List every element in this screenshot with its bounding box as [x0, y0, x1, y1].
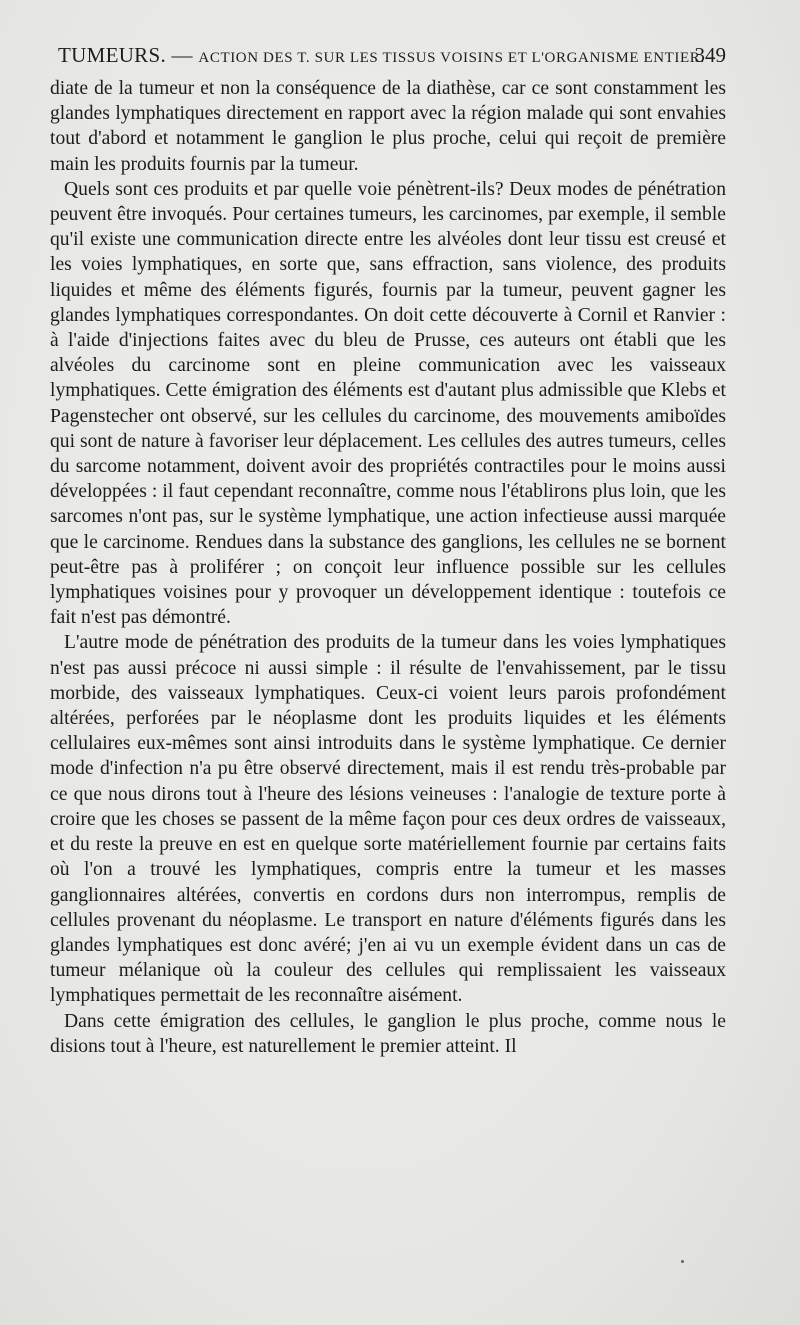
running-head-subtitle: ACTION DES T. SUR LES TISSUS VOISINS ET L'ORGANISME ENTIER.	[198, 50, 705, 66]
paragraph-continued: diate de la tumeur et non la conséquence de la diathèse, car ce sont constamment les glandes lymphatiques directement en rapport avec la région malade qui sont envahies tout d'abord et notamment le ganglion le plus proche, celui qui reçoit de première main les produits fournis par la tumeur.	[50, 78, 726, 175]
running-head-dash: —	[166, 43, 199, 67]
body-text	[50, 76, 726, 1059]
running-head-title: TUMEURS.	[58, 43, 166, 67]
paper-speck	[681, 1260, 684, 1263]
page-header	[58, 40, 726, 70]
page-number: 349	[694, 43, 726, 67]
running-head	[58, 40, 705, 73]
paragraph: L'autre mode de pénétration des produits de la tumeur dans les voies lymphatiques n'est pas aussi précoce ni aussi simple : il résulte de l'envahissement, par le tissu morbide, des vaisseaux lymphatiques. Ceux-ci voient leurs parois profondément altérées, perforées par le néoplasme dont les produits liquides et les éléments cellulaires eux-mêmes sont ainsi introduits dans le système lymphatique. Ce dernier mode d'infection n'a pu être observé directement, mais il est rendu très-probable par ce que nous dirons tout à l'heure des lésions veineuses : l'analogie de texture porte à croire que les choses se passent de la même façon pour ces deux ordres de vaisseaux, et du reste la preuve en est en quelque sorte matériellement fournie par certains faits où l'on a trouvé les lymphatiques, compris entre la tumeur et les masses ganglionnaires altérées, convertis en cordons durs non interrompus, remplis de cellules provenant du néoplasme. Le transport en nature d'éléments figurés dans les glandes lymphatiques est donc avéré; j'en ai vu un exemple évident dans un cas de tumeur mélanique où la couleur des cellules qui remplissaient les vaisseaux lymphatiques permettait de les reconnaître aisément.	[50, 632, 726, 1007]
paragraph: Dans cette émigration des cellules, le ganglion le plus proche, comme nous le disions tout à l'heure, est naturellement le premier atteint. Il	[50, 1010, 726, 1057]
paragraph: Quels sont ces produits et par quelle voie pénètrent-ils? Deux modes de pénétration peuvent être invoqués. Pour certaines tumeurs, les carcinomes, par exemple, il semble qu'il existe une communication directe entre les alvéoles dont leur tissu est creusé et les voies lymphatiques, en sorte que, sans effraction, sans violence, des produits liquides et même des éléments figurés, fournis par la tumeur, peuvent gagner les glandes lymphatiques correspondantes. On doit cette découverte à Cornil et Ranvier : à l'aide d'injections faites avec du bleu de Prusse, ces auteurs ont établi que les alvéoles du carcinome sont en pleine communication avec les vaisseaux lymphatiques. Cette émigration des éléments est d'autant plus admissible que Klebs et Pagenstecher ont observé, sur les cellules du carcinome, des mouvements amiboïdes qui sont de nature à favoriser leur déplacement. Les cellules des autres tumeurs, celles du sarcome notamment, doivent avoir des propriétés contractiles pour le moins aussi développées : il faut cependant reconnaître, comme nous l'établirons plus loin, que les sarcomes n'ont pas, sur le système lymphatique, une action infectieuse aussi marquée que le carcinome. Rendues dans la substance des ganglions, les cellules ne se bornent peut-être pas à proliférer ; on conçoit leur influence possible sur les cellules lymphatiques voisines pour y provoquer un développement identique : toutefois ce fait n'est pas démontré.	[50, 178, 726, 629]
